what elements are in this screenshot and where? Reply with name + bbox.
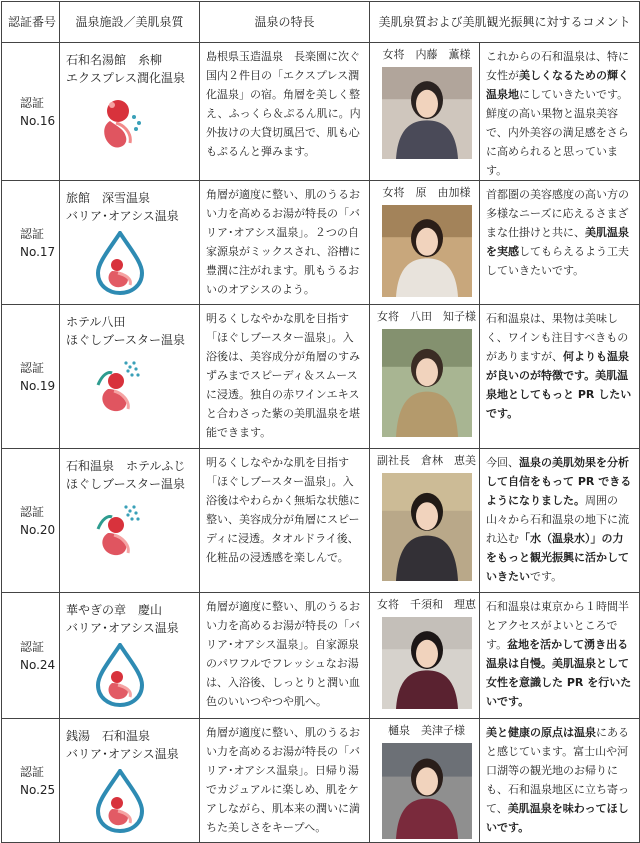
- comment-highlight: 美と健康の原点は温泉: [486, 726, 596, 739]
- table-header-row: [2, 2, 640, 43]
- cert-number-cell: [2, 305, 60, 449]
- comment-highlight: 温泉の美肌効果を分析して自信をもって PR できるようになりました。: [486, 456, 632, 507]
- facility-name: 石和名湯館 糸柳: [66, 53, 163, 67]
- person-cell: [370, 43, 480, 181]
- cert-label: 認証: [20, 504, 45, 519]
- facility-cell: [60, 593, 200, 719]
- cert-number: No.24: [20, 657, 56, 672]
- cert-number-cell: [2, 593, 60, 719]
- cert-number: No.16: [20, 113, 56, 128]
- comment-segment: にしていきたいです。鮮度の高い果物と温泉美容で、内外美容の満足感をさらに高められると思っています。: [486, 88, 629, 177]
- spring-type: バリア･オアシス温泉: [66, 747, 179, 761]
- person-photo: [382, 743, 472, 839]
- cert-number: No.17: [20, 244, 56, 259]
- cert-number: No.25: [20, 782, 56, 797]
- comment-segment: 首都圏の美容感度の高い方の多様なニーズに応えるさまざまな仕掛けと共に、: [486, 188, 629, 239]
- comment-text: [480, 305, 640, 449]
- feature-text: 角層が適度に整い、肌のうるおい力を高めるお湯が特長の「バリア･オアシス温泉」。日帰り湯でカジュアルに楽しめ、肌をケアしながら、肌本来の潤いに満ちた美しさをキープへ。: [200, 719, 370, 843]
- person-title: 樋泉 美津子様: [388, 724, 465, 737]
- cert-number-cell: [2, 43, 60, 181]
- facility-name: 石和温泉 ホテルふじ: [66, 459, 186, 473]
- facility-cell: [60, 305, 200, 449]
- person-title: 副社長 倉林 恵美: [377, 454, 476, 467]
- comment-segment: です。: [530, 570, 563, 583]
- feature-text: 明るくしなやかな肌を目指す「ほぐしブースター温泉」。入浴後はやわらかく無垢な状態に整い、美容成分が角層にスピーディに浸透。タオルドライ後、化粧品の浸透感を楽しんで。: [200, 449, 370, 593]
- facility-cell: [60, 43, 200, 181]
- comment-text: [480, 43, 640, 181]
- woman-with-fruit-icon: [90, 93, 150, 153]
- person-cell: [370, 449, 480, 593]
- cert-number-cell: [2, 449, 60, 593]
- comment-segment: 石和温泉は東京から１時間半とアクセスがよいところです。: [486, 600, 629, 651]
- comment-highlight: 何よりも温泉が良いのが特徴です。美肌温泉地としてもっと PR したいです。: [486, 350, 632, 420]
- comment-segment: にあると感じています。富士山や河口湖等の観光地のお帰りにも、石和温泉地区に立ち寄って、: [486, 726, 629, 815]
- header-comment: 美肌泉質および美肌観光振興に対するコメント: [370, 2, 640, 43]
- person-photo: [382, 67, 472, 159]
- spring-type: バリア･オアシス温泉: [66, 209, 179, 223]
- table-row: [2, 43, 640, 181]
- table-row: [2, 181, 640, 305]
- water-drop-woman-icon: [90, 643, 150, 703]
- cert-label: 認証: [20, 95, 45, 110]
- person-title: 女将 原 由加様: [382, 186, 471, 199]
- comment-highlight: 美肌温泉を実感: [486, 226, 629, 258]
- facility-name: 華やぎの章 慶山: [66, 603, 163, 617]
- comment-text: [480, 449, 640, 593]
- comment-highlight: 美しくなるための輝く温泉地: [486, 69, 629, 101]
- woman-with-spray-icon: [90, 499, 150, 559]
- facility-name: 銭湯 石和温泉: [66, 729, 151, 743]
- person-photo: [382, 617, 472, 709]
- comment-segment: 今回、: [486, 456, 519, 469]
- person-cell: [370, 719, 480, 843]
- comment-segment: 周囲の山々から石和温泉の地下に流れ込む: [486, 494, 629, 545]
- facility-cell: [60, 449, 200, 593]
- feature-text: 角層が適度に整い、肌のうるおい力を高めるお湯が特長の「バリア･オアシス温泉」。２つの自家源泉がミックスされ、浴槽に豊潤に注がれます。肌もうるおいのオアシスのよう。: [200, 181, 370, 305]
- facility-cell: [60, 719, 200, 843]
- comment-segment: これからの石和温泉は、特に女性が: [486, 50, 629, 82]
- person-cell: [370, 181, 480, 305]
- comment-text: [480, 719, 640, 843]
- water-drop-woman-icon: [90, 231, 150, 291]
- table-row: [2, 719, 640, 843]
- table-row: [2, 593, 640, 719]
- person-title: 女将 内藤 薫様: [382, 48, 471, 61]
- feature-text: 島根県玉造温泉 長楽園に次ぐ国内２件目の「エクスプレス潤化温泉」の宿。角層を美しく整え、ふっくら＆ぷるん肌に。内外抜けの大貸切風呂で、肌も心もぷるんと弾みます。: [200, 43, 370, 181]
- cert-number-cell: [2, 181, 60, 305]
- person-photo: [382, 473, 472, 581]
- woman-with-spray-icon: [90, 355, 150, 415]
- person-cell: [370, 305, 480, 449]
- cert-number: No.20: [20, 522, 56, 537]
- cert-number: No.19: [20, 378, 56, 393]
- cert-number-cell: [2, 719, 60, 843]
- table-row: [2, 449, 640, 593]
- certification-table: [1, 1, 640, 843]
- facility-name: 旅館 深雪温泉: [66, 191, 151, 205]
- spring-type: エクスプレス潤化温泉: [66, 71, 186, 85]
- person-photo: [382, 329, 472, 437]
- spring-type: ほぐしブースター温泉: [66, 477, 186, 491]
- facility-name: ホテル八田: [66, 315, 126, 329]
- header-facility: 温泉施設／美肌泉質: [60, 2, 200, 43]
- water-drop-woman-icon: [90, 769, 150, 829]
- cert-label: 認証: [20, 639, 45, 654]
- spring-type: ほぐしブースター温泉: [66, 333, 186, 347]
- person-title: 女将 千須和 理恵: [377, 598, 476, 611]
- person-title: 女将 八田 知子様: [377, 310, 476, 323]
- comment-text: [480, 181, 640, 305]
- comment-highlight: 盆地を活かして湧き出る温泉は自慢。美肌温泉として女性を意識した PR を行いたいです。: [486, 638, 632, 708]
- cert-label: 認証: [20, 226, 45, 241]
- comment-segment: 石和温泉は、果物は美味しく、ワインも注目すべきものがありますが、: [486, 312, 629, 363]
- person-cell: [370, 593, 480, 719]
- header-cert-number: 認証番号: [2, 2, 60, 43]
- cert-label: 認証: [20, 360, 45, 375]
- feature-text: 明るくしなやかな肌を目指す「ほぐしブースター温泉」。入浴後は、美容成分が角層のすみずみまでスピーディ＆スムースに浸透。独自の赤ワインエキスと合わさった紫の美肌温泉を堪能できます。: [200, 305, 370, 449]
- facility-cell: [60, 181, 200, 305]
- header-feature: 温泉の特長: [200, 2, 370, 43]
- comment-highlight: 美肌温泉を味わってほしいです。: [486, 802, 629, 834]
- cert-label: 認証: [20, 764, 45, 779]
- feature-text: 角層が適度に整い、肌のうるおい力を高めるお湯が特長の「バリア･オアシス温泉」。自家源泉のパワフルでフレッシュなお湯は、入浴後、しっとりと潤い血色のいいつやつや肌へ。: [200, 593, 370, 719]
- comment-segment: してもらえるよう工夫していきたいです。: [486, 245, 629, 277]
- comment-highlight: 「水（温泉水）」の力をもっと観光振興に活かしていきたい: [486, 532, 629, 583]
- table-row: [2, 305, 640, 449]
- person-photo: [382, 205, 472, 297]
- spring-type: バリア･オアシス温泉: [66, 621, 179, 635]
- comment-text: [480, 593, 640, 719]
